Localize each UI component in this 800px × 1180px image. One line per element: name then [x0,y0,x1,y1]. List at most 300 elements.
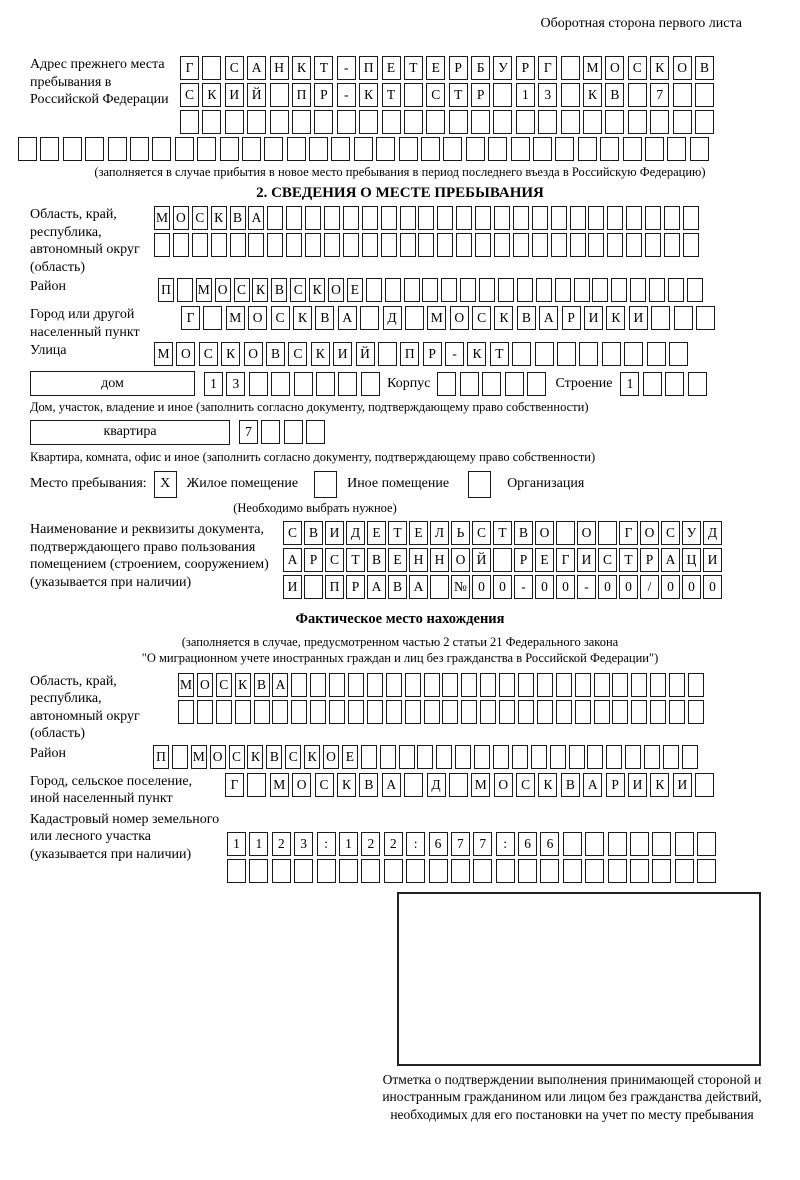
char-cell[interactable]: Т [619,548,638,572]
char-cell[interactable] [673,83,692,107]
char-cell[interactable] [359,110,378,134]
char-cell[interactable]: Д [427,773,446,797]
char-cell[interactable] [178,700,194,724]
char-cell[interactable] [683,233,699,257]
char-cell[interactable] [690,137,709,161]
char-cell[interactable] [575,673,591,697]
char-cell[interactable] [230,233,246,257]
char-cell[interactable]: С [426,83,445,107]
char-cell[interactable] [380,745,396,769]
char-cell[interactable]: А [661,548,680,572]
char-cell[interactable]: О [577,521,596,545]
char-cell[interactable] [399,137,418,161]
char-cell[interactable]: К [538,773,557,797]
char-cell[interactable] [405,306,424,330]
char-cell[interactable]: В [304,521,323,545]
char-cell[interactable] [513,233,529,257]
char-cell[interactable] [536,278,552,302]
char-cell[interactable]: К [337,773,356,797]
char-cell[interactable] [424,700,440,724]
char-cell[interactable]: И [577,548,596,572]
char-cell[interactable] [652,859,671,883]
char-cell[interactable]: О [605,56,624,80]
char-cell[interactable] [588,206,604,230]
char-cell[interactable] [362,233,378,257]
char-cell[interactable]: 0 [598,575,617,599]
char-cell[interactable] [675,832,694,856]
char-cell[interactable]: Т [490,342,509,366]
char-cell[interactable]: К [467,342,486,366]
char-cell[interactable] [624,342,643,366]
char-cell[interactable] [628,83,647,107]
char-cell[interactable]: М [427,306,446,330]
char-cell[interactable] [578,137,597,161]
char-cell[interactable]: О [673,56,692,80]
char-cell[interactable]: О [323,745,339,769]
char-cell[interactable] [550,745,566,769]
char-cell[interactable]: К [494,306,513,330]
char-cell[interactable]: Н [409,548,428,572]
char-cell[interactable]: И [629,306,648,330]
char-cell[interactable]: 1 [516,83,535,107]
char-cell[interactable]: Р [640,548,659,572]
char-cell[interactable] [475,206,491,230]
char-cell[interactable]: И [333,342,352,366]
char-cell[interactable] [152,137,171,161]
char-cell[interactable]: С [234,278,250,302]
char-cell[interactable] [316,372,335,396]
char-cell[interactable] [494,206,510,230]
char-cell[interactable] [649,278,665,302]
char-cell[interactable] [305,206,321,230]
char-cell[interactable] [461,673,477,697]
char-cell[interactable] [531,745,547,769]
char-cell[interactable] [418,206,434,230]
char-cell[interactable] [247,773,266,797]
char-cell[interactable] [556,673,572,697]
char-cell[interactable] [360,306,379,330]
char-cell[interactable] [644,745,660,769]
char-cell[interactable] [630,859,649,883]
char-cell[interactable]: В [388,575,407,599]
char-cell[interactable] [197,700,213,724]
char-cell[interactable] [436,745,452,769]
char-cell[interactable] [385,278,401,302]
char-cell[interactable]: 6 [518,832,537,856]
char-cell[interactable] [381,206,397,230]
char-cell[interactable]: С [472,306,491,330]
char-cell[interactable]: С [199,342,218,366]
char-cell[interactable] [607,206,623,230]
char-cell[interactable]: 2 [272,832,291,856]
char-cell[interactable] [337,110,356,134]
char-cell[interactable] [227,859,246,883]
char-cell[interactable] [669,673,685,697]
char-cell[interactable] [607,233,623,257]
char-cell[interactable]: Д [383,306,402,330]
char-cell[interactable]: К [650,773,669,797]
char-cell[interactable] [561,83,580,107]
char-cell[interactable]: 7 [451,832,470,856]
char-cell[interactable] [631,700,647,724]
char-cell[interactable]: 3 [226,372,245,396]
char-cell[interactable]: А [338,306,357,330]
char-cell[interactable] [645,233,661,257]
char-cell[interactable] [40,137,59,161]
char-cell[interactable]: 0 [661,575,680,599]
char-cell[interactable] [367,673,383,697]
char-cell[interactable]: А [382,773,401,797]
char-cell[interactable]: О [210,745,226,769]
char-cell[interactable]: Г [225,773,244,797]
char-cell[interactable] [563,832,582,856]
char-cell[interactable]: К [221,342,240,366]
char-cell[interactable] [361,745,377,769]
char-cell[interactable] [324,206,340,230]
char-cell[interactable] [594,700,610,724]
char-cell[interactable]: Р [471,83,490,107]
char-cell[interactable] [669,342,688,366]
char-cell[interactable]: И [673,773,692,797]
char-cell[interactable]: К [309,278,325,302]
char-cell[interactable]: С [290,278,306,302]
char-cell[interactable] [154,233,170,257]
char-cell[interactable] [665,372,684,396]
char-cell[interactable] [343,233,359,257]
char-cell[interactable]: № [451,575,470,599]
char-cell[interactable]: О [450,306,469,330]
char-cell[interactable] [537,673,553,697]
char-cell[interactable] [645,206,661,230]
char-cell[interactable] [585,832,604,856]
char-cell[interactable]: К [650,56,669,80]
char-cell[interactable]: - [445,342,464,366]
char-cell[interactable] [623,137,642,161]
house-type-box[interactable]: дом [30,371,195,396]
char-cell[interactable] [384,859,403,883]
char-cell[interactable]: О [640,521,659,545]
char-cell[interactable] [211,233,227,257]
char-cell[interactable]: 6 [429,832,448,856]
char-cell[interactable]: 1 [204,372,223,396]
char-cell[interactable] [329,673,345,697]
char-cell[interactable]: А [272,673,288,697]
char-cell[interactable] [108,137,127,161]
char-cell[interactable] [511,137,530,161]
char-cell[interactable]: Е [367,521,386,545]
char-cell[interactable]: И [283,575,302,599]
char-cell[interactable]: В [359,773,378,797]
char-cell[interactable]: М [154,342,173,366]
char-cell[interactable] [482,372,501,396]
char-cell[interactable]: О [328,278,344,302]
char-cell[interactable]: П [292,83,311,107]
char-cell[interactable]: К [235,673,251,697]
char-cell[interactable]: В [514,521,533,545]
char-cell[interactable]: М [191,745,207,769]
char-cell[interactable] [261,420,280,444]
char-cell[interactable] [602,342,621,366]
char-cell[interactable]: Ь [451,521,470,545]
char-cell[interactable]: С [472,521,491,545]
char-cell[interactable]: С [315,773,334,797]
char-cell[interactable] [287,137,306,161]
char-cell[interactable]: М [196,278,212,302]
char-cell[interactable] [220,137,239,161]
char-cell[interactable] [270,83,289,107]
checkbox-residential[interactable]: X [154,471,177,498]
char-cell[interactable]: В [266,745,282,769]
char-cell[interactable] [611,278,627,302]
char-cell[interactable] [499,700,515,724]
char-cell[interactable]: Е [535,548,554,572]
char-cell[interactable]: 7 [473,832,492,856]
char-cell[interactable] [605,110,624,134]
char-cell[interactable] [527,372,546,396]
char-cell[interactable] [430,575,449,599]
char-cell[interactable] [496,859,515,883]
char-cell[interactable] [493,83,512,107]
char-cell[interactable] [551,206,567,230]
char-cell[interactable] [254,700,270,724]
char-cell[interactable] [305,233,321,257]
char-cell[interactable] [664,206,680,230]
char-cell[interactable]: 2 [384,832,403,856]
char-cell[interactable] [400,206,416,230]
char-cell[interactable]: 1 [249,832,268,856]
char-cell[interactable] [475,233,491,257]
char-cell[interactable] [272,700,288,724]
char-cell[interactable]: Р [606,773,625,797]
char-cell[interactable] [518,859,537,883]
char-cell[interactable] [563,859,582,883]
char-cell[interactable] [667,137,686,161]
char-cell[interactable]: : [496,832,515,856]
char-cell[interactable]: Т [388,521,407,545]
char-cell[interactable] [556,700,572,724]
char-cell[interactable]: А [367,575,386,599]
char-cell[interactable]: К [252,278,268,302]
char-cell[interactable]: К [202,83,221,107]
char-cell[interactable]: 0 [472,575,491,599]
char-cell[interactable] [292,110,311,134]
char-cell[interactable]: 0 [703,575,722,599]
char-cell[interactable]: С [598,548,617,572]
char-cell[interactable] [310,673,326,697]
char-cell[interactable]: С [192,206,208,230]
char-cell[interactable] [535,342,554,366]
char-cell[interactable] [532,206,548,230]
char-cell[interactable] [626,233,642,257]
char-cell[interactable]: Г [556,548,575,572]
char-cell[interactable] [309,137,328,161]
char-cell[interactable] [630,278,646,302]
char-cell[interactable]: С [180,83,199,107]
char-cell[interactable]: Г [181,306,200,330]
char-cell[interactable] [271,372,290,396]
char-cell[interactable]: 1 [620,372,639,396]
char-cell[interactable] [561,110,580,134]
char-cell[interactable]: Т [382,83,401,107]
char-cell[interactable] [494,233,510,257]
char-cell[interactable] [361,372,380,396]
char-cell[interactable]: В [561,773,580,797]
char-cell[interactable] [354,137,373,161]
char-cell[interactable] [664,233,680,257]
checkbox-organization[interactable] [468,471,491,498]
char-cell[interactable] [533,137,552,161]
char-cell[interactable]: М [583,56,602,80]
char-cell[interactable] [643,372,662,396]
char-cell[interactable]: О [292,773,311,797]
char-cell[interactable] [537,700,553,724]
char-cell[interactable] [570,233,586,257]
char-cell[interactable]: Т [346,548,365,572]
char-cell[interactable]: Р [514,548,533,572]
char-cell[interactable] [267,233,283,257]
char-cell[interactable]: Ц [682,548,701,572]
char-cell[interactable] [314,110,333,134]
char-cell[interactable]: С [229,745,245,769]
char-cell[interactable] [306,420,325,444]
char-cell[interactable] [63,137,82,161]
char-cell[interactable]: П [153,745,169,769]
char-cell[interactable]: С [516,773,535,797]
char-cell[interactable] [585,859,604,883]
char-cell[interactable]: П [359,56,378,80]
char-cell[interactable] [612,700,628,724]
char-cell[interactable] [264,137,283,161]
char-cell[interactable] [294,859,313,883]
char-cell[interactable]: 3 [538,83,557,107]
char-cell[interactable]: Т [314,56,333,80]
char-cell[interactable] [442,700,458,724]
char-cell[interactable] [421,137,440,161]
char-cell[interactable]: Д [346,521,365,545]
char-cell[interactable] [561,56,580,80]
char-cell[interactable]: Р [304,548,323,572]
char-cell[interactable] [588,233,604,257]
char-cell[interactable]: О [176,342,195,366]
char-cell[interactable] [480,700,496,724]
char-cell[interactable] [429,859,448,883]
char-cell[interactable] [242,137,261,161]
char-cell[interactable]: Р [423,342,442,366]
char-cell[interactable] [626,206,642,230]
char-cell[interactable] [695,110,714,134]
char-cell[interactable] [499,673,515,697]
char-cell[interactable] [130,137,149,161]
char-cell[interactable] [216,700,232,724]
char-cell[interactable]: П [158,278,174,302]
char-cell[interactable]: С [288,342,307,366]
char-cell[interactable] [461,700,477,724]
char-cell[interactable] [291,700,307,724]
char-cell[interactable] [386,673,402,697]
char-cell[interactable] [317,859,336,883]
char-cell[interactable] [400,233,416,257]
char-cell[interactable] [650,110,669,134]
char-cell[interactable]: В [367,548,386,572]
char-cell[interactable]: В [315,306,334,330]
char-cell[interactable]: К [292,56,311,80]
char-cell[interactable]: О [248,306,267,330]
char-cell[interactable] [518,700,534,724]
char-cell[interactable] [272,859,291,883]
char-cell[interactable] [249,859,268,883]
char-cell[interactable] [612,673,628,697]
char-cell[interactable] [405,700,421,724]
char-cell[interactable]: - [337,56,356,80]
char-cell[interactable] [173,233,189,257]
char-cell[interactable]: 0 [556,575,575,599]
char-cell[interactable] [488,137,507,161]
char-cell[interactable] [479,278,495,302]
char-cell[interactable] [668,278,684,302]
char-cell[interactable] [555,137,574,161]
char-cell[interactable]: 0 [493,575,512,599]
char-cell[interactable] [418,233,434,257]
char-cell[interactable]: О [244,342,263,366]
char-cell[interactable] [304,575,323,599]
char-cell[interactable]: У [493,56,512,80]
char-cell[interactable] [324,233,340,257]
char-cell[interactable]: Е [388,548,407,572]
char-cell[interactable] [493,110,512,134]
char-cell[interactable] [630,832,649,856]
char-cell[interactable] [673,110,692,134]
char-cell[interactable]: В [230,206,246,230]
char-cell[interactable] [551,233,567,257]
char-cell[interactable] [663,745,679,769]
char-cell[interactable] [284,420,303,444]
char-cell[interactable]: П [325,575,344,599]
char-cell[interactable]: - [577,575,596,599]
char-cell[interactable]: А [247,56,266,80]
char-cell[interactable] [696,306,715,330]
char-cell[interactable] [697,859,716,883]
char-cell[interactable]: Е [409,521,428,545]
char-cell[interactable] [437,372,456,396]
char-cell[interactable] [557,342,576,366]
char-cell[interactable]: Д [703,521,722,545]
char-cell[interactable]: Т [404,56,423,80]
char-cell[interactable] [471,110,490,134]
char-cell[interactable] [645,137,664,161]
char-cell[interactable] [331,137,350,161]
char-cell[interactable] [376,137,395,161]
char-cell[interactable]: В [695,56,714,80]
char-cell[interactable]: 2 [361,832,380,856]
char-cell[interactable] [456,206,472,230]
char-cell[interactable]: С [216,673,232,697]
char-cell[interactable]: - [514,575,533,599]
char-cell[interactable]: А [539,306,558,330]
char-cell[interactable] [651,306,670,330]
char-cell[interactable] [600,137,619,161]
char-cell[interactable] [175,137,194,161]
char-cell[interactable]: Т [449,83,468,107]
char-cell[interactable]: С [225,56,244,80]
char-cell[interactable]: А [583,773,602,797]
char-cell[interactable] [512,342,531,366]
char-cell[interactable]: : [317,832,336,856]
char-cell[interactable] [598,521,617,545]
char-cell[interactable] [405,673,421,697]
char-cell[interactable]: Г [180,56,199,80]
char-cell[interactable]: Н [430,548,449,572]
char-cell[interactable] [574,278,590,302]
